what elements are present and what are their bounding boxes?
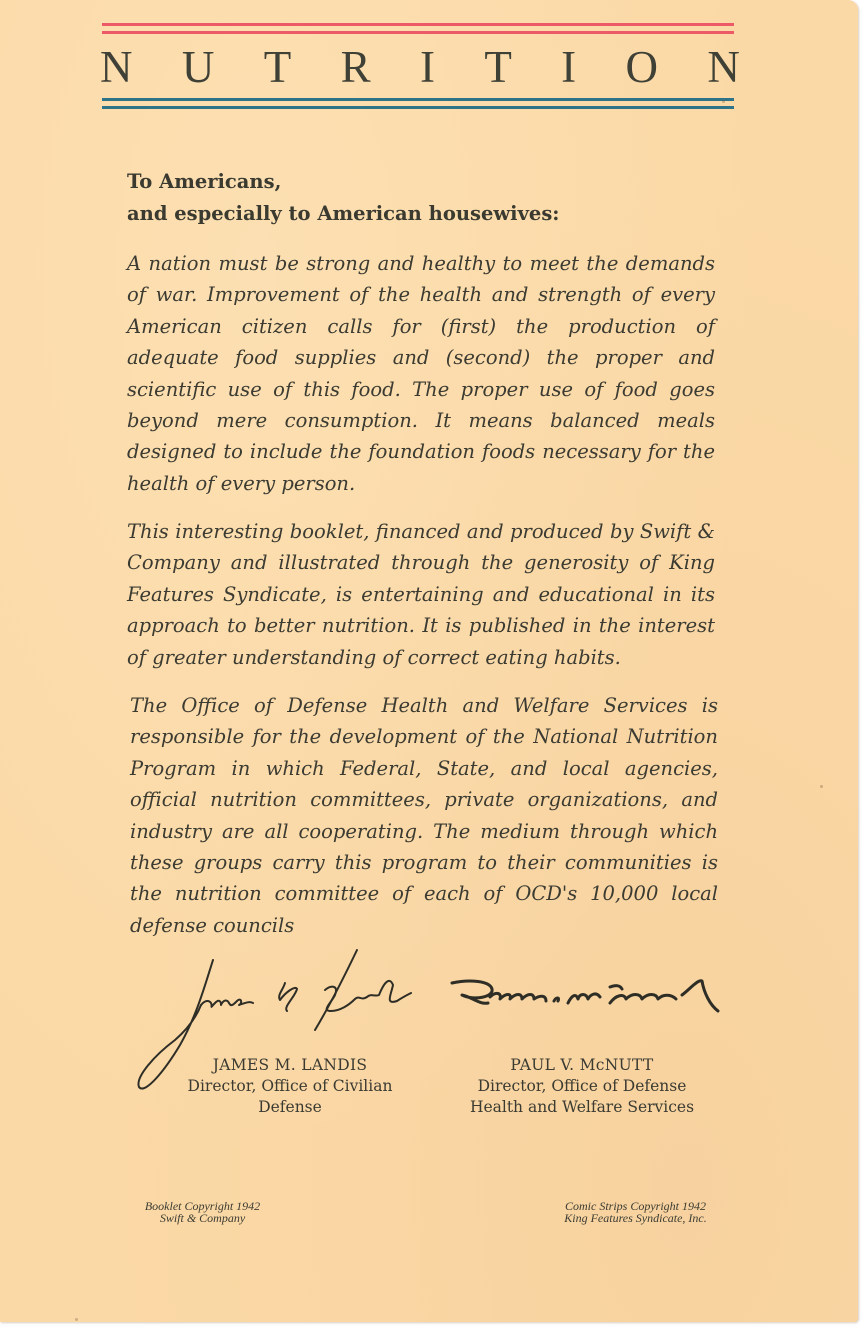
footer-comic-copyright [538, 1200, 733, 1224]
paragraph-defense-program: The Office of Defense Health and Welfare Services is responsible for the development of the National Nutrition Program in which Federal, State, and local agencies, official nutrition committees, private organizations, and industry are all cooperating. The medium through which these groups carry this program to their communities is the nutrition committee of each of OCD's 10,000 local defense councils [130, 694, 718, 937]
signatory-name: PAUL V. McNUTT [510, 1056, 654, 1074]
paper-speck [75, 1318, 78, 1321]
title-letter: T [484, 42, 512, 92]
footer-booklet-copyright [130, 1200, 275, 1224]
title-letter: N [100, 42, 133, 92]
footer-left-line-1: Booklet Copyright 1942 [144, 1199, 261, 1213]
signatory-mcnutt [450, 1055, 714, 1118]
title-letter: I [419, 42, 435, 92]
title-letter: O [625, 42, 659, 92]
signature-mcnutt [450, 975, 720, 1025]
footer-right-line-2: King Features Syndicate, Inc. [564, 1211, 707, 1225]
title-letter: T [263, 42, 292, 92]
title-letter: I [561, 42, 577, 92]
signatory-title-cont: Health and Welfare Services [469, 1098, 695, 1116]
footer-right-line-1: Comic Strips Copyright 1942 [564, 1199, 706, 1213]
title-letter: R [340, 42, 371, 92]
bottom-blue-rule-2 [102, 106, 734, 109]
salutation [127, 166, 560, 230]
paragraph-booklet-description: This interesting booklet, financed and produced by Swift & Company and illustrated through the generosity of King Features Syndicate, is entertaining and educational in its approach to better nutrition. It is published in the interest of greater understanding of correct eating habits. [127, 520, 715, 669]
salutation-line-2: and especially to American housewives: [127, 202, 560, 225]
paragraph-national-health: A nation must be strong and healthy to meet the demands of war. Improvement of the health and strength of every American citizen calls for (first) the production of adequate food supplies and (second) the proper and scientific use of this food. The proper use of food goes beyond mere consumption. It means balanced meals designed to include the foundation foods necessary for the health of every person. [127, 252, 715, 495]
footer-left-line-2: Swift & Company [159, 1211, 246, 1225]
title-letter: N [707, 42, 740, 92]
bottom-blue-rule-1 [102, 98, 734, 101]
signatory-landis [160, 1055, 420, 1118]
top-red-rule-1 [102, 23, 734, 26]
top-red-rule-2 [102, 31, 734, 34]
title-letter: U [181, 42, 215, 92]
salutation-line-1: To Americans, [127, 170, 282, 193]
page-title [100, 42, 740, 92]
signatory-title: Director, Office of Civilian [187, 1077, 393, 1095]
signatory-name: JAMES M. LANDIS [212, 1056, 368, 1074]
paper-speck [722, 100, 725, 103]
paper-speck [820, 785, 823, 788]
signatory-title-cont: Defense [258, 1098, 322, 1116]
signatory-title: Director, Office of Defense [477, 1077, 687, 1095]
